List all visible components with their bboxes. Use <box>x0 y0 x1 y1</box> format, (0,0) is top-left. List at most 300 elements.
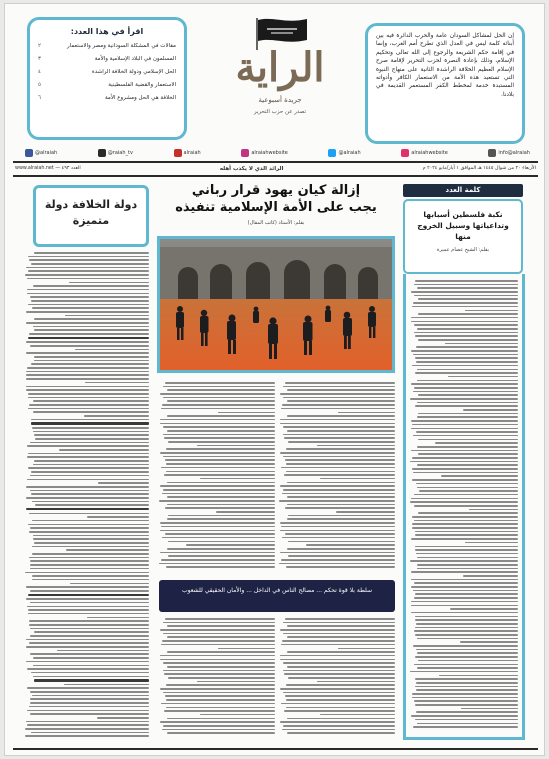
text-line <box>412 479 518 481</box>
social-handle: alraiahwebsite <box>251 150 288 156</box>
text-line <box>30 564 149 566</box>
text-line <box>64 684 149 686</box>
editorial-tab[interactable]: كلمة العدد <box>403 184 523 197</box>
text-line <box>160 452 275 454</box>
text-line <box>448 376 518 378</box>
text-line <box>416 623 518 625</box>
text-line <box>282 729 395 731</box>
text-line <box>26 311 149 313</box>
text-line <box>418 453 518 455</box>
text-line <box>418 413 518 415</box>
text-line <box>159 500 275 502</box>
text-line <box>415 619 518 621</box>
instagram-icon <box>241 149 249 157</box>
text-line <box>27 278 149 280</box>
text-line <box>28 270 149 272</box>
text-line <box>31 263 149 265</box>
text-line <box>317 445 395 447</box>
text-line <box>165 459 275 461</box>
text-line <box>285 618 395 620</box>
text-line <box>165 618 275 620</box>
text-line <box>34 318 149 320</box>
text-line <box>165 382 275 384</box>
text-line <box>414 582 518 584</box>
text-line <box>159 563 275 565</box>
text-line <box>218 648 275 650</box>
toc-item-page: ٤ <box>38 69 41 75</box>
text-line <box>414 597 518 599</box>
text-line <box>283 670 395 672</box>
text-line <box>27 668 149 670</box>
text-line <box>279 500 395 502</box>
text-line <box>336 511 395 513</box>
soldiers-photo <box>160 239 392 370</box>
text-line <box>29 333 149 335</box>
toc-box <box>27 17 187 140</box>
text-line <box>26 267 149 269</box>
text-line <box>283 489 395 491</box>
text-line <box>166 707 275 709</box>
text-line <box>25 274 149 276</box>
issue-number: العدد ٤٩٣ — www.alraiah.net <box>15 166 81 171</box>
text-line <box>288 541 395 543</box>
text-line <box>415 405 518 407</box>
text-line <box>410 461 518 463</box>
social-link[interactable] <box>98 149 133 157</box>
text-line <box>26 497 149 499</box>
text-line <box>287 504 395 506</box>
text-line <box>31 422 149 424</box>
main-headline[interactable] <box>155 182 397 216</box>
text-line <box>286 566 395 568</box>
text-line <box>26 646 149 648</box>
text-line <box>413 645 518 647</box>
text-line <box>286 471 395 473</box>
text-line <box>417 568 518 570</box>
text-line <box>282 404 395 406</box>
text-line <box>338 412 395 414</box>
text-line <box>33 665 149 667</box>
text-line <box>162 729 275 731</box>
text-line <box>28 613 149 615</box>
text-line <box>31 672 149 674</box>
text-line <box>287 430 395 432</box>
text-line <box>34 542 149 544</box>
text-line <box>286 684 395 686</box>
logo-tagline: تصدر عن حزب التحرير <box>253 109 307 115</box>
text-line <box>411 428 518 430</box>
text-line <box>465 310 518 312</box>
text-line <box>167 415 275 417</box>
email-icon <box>488 149 496 157</box>
text-line <box>414 630 518 632</box>
left-column <box>23 182 153 742</box>
text-line <box>411 350 518 352</box>
text-line <box>413 435 518 437</box>
text-line <box>26 586 149 588</box>
text-line <box>87 617 149 619</box>
text-line <box>30 702 149 704</box>
text-line <box>31 300 149 302</box>
article-text-col-a <box>159 382 275 568</box>
toc-item[interactable] <box>38 53 176 66</box>
text-line <box>283 725 395 727</box>
text-line <box>411 601 518 603</box>
text-line <box>163 434 275 436</box>
text-line <box>285 382 395 384</box>
text-line <box>168 541 275 543</box>
text-line <box>418 339 518 341</box>
text-line <box>30 653 149 655</box>
text-line <box>30 602 149 604</box>
text-line <box>416 649 518 651</box>
telegram-icon <box>401 149 409 157</box>
editorial-title: نكبة فلسطين أسبابها وتداعياتها وسبيل الخروج منها <box>417 210 509 241</box>
text-line <box>25 728 149 730</box>
text-line <box>85 382 149 384</box>
text-line <box>445 343 518 345</box>
text-line <box>26 661 149 663</box>
text-line <box>280 530 395 532</box>
text-line <box>160 659 275 661</box>
text-line <box>161 526 275 528</box>
text-line <box>167 651 275 653</box>
social-link[interactable] <box>401 149 448 157</box>
text-line <box>34 329 149 331</box>
text-line <box>167 389 275 391</box>
text-line <box>415 678 518 680</box>
text-line <box>283 397 395 399</box>
text-line <box>411 538 518 540</box>
issue-date: الأربعاء ٢٠ من شوال ١٤٤٥ هـ الموافق ١ أيار/مايو ٢٠٢٤ م <box>422 166 536 171</box>
text-line <box>26 508 149 510</box>
text-line <box>160 552 275 554</box>
text-line <box>415 549 518 551</box>
text-line <box>166 699 275 701</box>
masthead <box>205 16 355 128</box>
text-line <box>33 400 149 402</box>
text-line <box>167 504 275 506</box>
text-line <box>411 612 518 614</box>
text-line <box>28 453 149 455</box>
text-line <box>84 415 149 417</box>
text-line <box>414 494 518 496</box>
text-line <box>283 386 395 388</box>
text-line <box>280 419 395 421</box>
text-line <box>418 394 518 396</box>
text-line <box>32 579 149 581</box>
text-line <box>285 507 395 509</box>
text-line <box>415 372 518 374</box>
text-line <box>288 441 395 443</box>
text-line <box>411 715 518 717</box>
text-line <box>416 711 518 713</box>
text-line <box>286 448 395 450</box>
social-handle: info@alraiah <box>498 150 530 156</box>
text-line <box>167 718 275 720</box>
text-line <box>26 378 149 380</box>
text-line <box>66 549 149 551</box>
text-line <box>280 452 395 454</box>
text-line <box>283 662 395 664</box>
text-line <box>57 650 149 652</box>
text-line <box>281 467 395 469</box>
text-line <box>35 438 149 440</box>
text-line <box>163 426 275 428</box>
text-line <box>163 489 275 491</box>
text-line <box>28 397 149 399</box>
text-line <box>416 682 518 684</box>
text-line <box>411 317 518 319</box>
text-line <box>411 450 518 452</box>
text-line <box>460 641 518 643</box>
text-line <box>417 446 518 448</box>
text-line <box>463 409 518 411</box>
text-line <box>414 700 518 702</box>
caliphate-box[interactable] <box>33 185 149 247</box>
text-line <box>31 363 149 365</box>
text-line <box>413 472 518 474</box>
text-line <box>167 548 275 550</box>
text-line <box>33 285 149 287</box>
text-line <box>415 534 518 536</box>
text-line <box>412 457 518 459</box>
date-strip <box>15 164 536 173</box>
text-line <box>167 482 275 484</box>
text-line <box>411 571 518 573</box>
text-line <box>415 686 518 688</box>
caliphate-title: دولة الخلافة دولة متميزة <box>44 198 138 227</box>
text-line <box>412 523 518 525</box>
text-line <box>412 468 518 470</box>
text-line <box>27 456 149 458</box>
main-article <box>155 182 397 742</box>
text-line <box>29 531 149 533</box>
text-line <box>163 386 275 388</box>
text-line <box>286 707 395 709</box>
text-line <box>34 356 149 358</box>
text-line <box>164 710 275 712</box>
text-line <box>30 490 149 492</box>
text-line <box>35 504 149 506</box>
text-line <box>412 697 518 699</box>
text-line <box>161 703 275 705</box>
text-line <box>285 459 395 461</box>
toc-title: اقرأ في هذا العدد: <box>70 27 144 36</box>
article-photo[interactable] <box>157 236 395 373</box>
byline: بقلم: الأستاذ (كاتب المقال) <box>247 220 305 226</box>
text-line <box>26 721 149 723</box>
text-line <box>165 507 275 509</box>
social-link[interactable] <box>328 149 360 157</box>
social-bar <box>25 147 530 159</box>
toc-item[interactable] <box>38 79 176 92</box>
text-line <box>167 732 275 734</box>
text-line <box>166 566 275 568</box>
text-line <box>414 332 518 334</box>
text-line <box>413 590 518 592</box>
social-link[interactable] <box>488 149 530 157</box>
text-line <box>168 677 275 679</box>
text-line <box>412 527 518 529</box>
quote-banner: سلطة بلا قوة تحكم ... مصالح الناس في الداخل ... والأمان الحقيقي للشعوب <box>159 580 395 612</box>
text-line <box>416 346 518 348</box>
text-line <box>28 337 149 339</box>
text-line <box>165 695 275 697</box>
text-line <box>320 478 395 480</box>
social-link[interactable] <box>241 149 288 157</box>
toc-item-text: الاستعمار والقضية الفلسطينية <box>108 82 176 88</box>
text-line <box>32 307 149 309</box>
text-line <box>414 324 518 326</box>
text-line <box>33 676 149 678</box>
text-line <box>30 691 149 693</box>
text-line <box>280 688 395 690</box>
text-line <box>27 710 149 712</box>
text-line <box>69 282 149 284</box>
twitter-icon <box>328 149 336 157</box>
text-line <box>27 687 149 689</box>
text-line <box>417 287 518 289</box>
text-line <box>410 398 518 400</box>
text-line <box>410 560 518 562</box>
editorial-title-box[interactable] <box>403 199 523 274</box>
text-line <box>417 402 518 404</box>
social-handle: @raiah_tv <box>107 150 133 156</box>
text-line <box>280 393 395 395</box>
text-line <box>34 631 149 633</box>
text-line <box>27 445 149 447</box>
social-handle: alraiahwebsite <box>411 150 448 156</box>
text-line <box>284 673 395 675</box>
text-line <box>28 609 149 611</box>
text-line <box>30 475 149 477</box>
text-line <box>417 557 518 559</box>
text-line <box>160 522 275 524</box>
text-line <box>28 304 149 306</box>
text-line <box>160 688 275 690</box>
text-line <box>160 655 275 657</box>
text-line <box>162 404 275 406</box>
editorial-column <box>401 182 527 742</box>
text-line <box>32 546 149 548</box>
motto: الرائد الذي لا يكذب أهله <box>219 165 284 172</box>
text-line <box>32 553 149 555</box>
toc-item-text: مقالات في المشكلة السودانية ومصر والاستعمار <box>67 43 176 49</box>
social-link[interactable] <box>174 149 201 157</box>
article-text-col-c <box>159 618 275 734</box>
text-line <box>284 474 395 476</box>
text-line <box>30 442 149 444</box>
text-line <box>417 416 518 418</box>
text-line <box>168 555 275 557</box>
text-line <box>160 393 275 395</box>
text-line <box>26 486 149 488</box>
text-line <box>33 657 149 659</box>
text-line <box>287 496 395 498</box>
toc-item[interactable] <box>38 40 176 53</box>
text-line <box>28 594 149 596</box>
text-line <box>417 638 518 640</box>
text-line <box>280 423 395 425</box>
text-line <box>281 408 395 410</box>
article-text-col-b <box>279 382 395 568</box>
text-line <box>26 371 149 373</box>
toc-item[interactable] <box>38 66 176 79</box>
text-line <box>414 664 518 666</box>
text-line <box>417 652 518 654</box>
text-line <box>411 586 518 588</box>
text-line <box>412 306 518 308</box>
text-line <box>441 475 518 477</box>
text-line <box>413 354 518 356</box>
text-line <box>160 419 275 421</box>
text-line <box>285 695 395 697</box>
text-line <box>27 724 149 726</box>
text-line <box>31 493 149 495</box>
text-line <box>465 542 518 544</box>
text-line <box>162 640 275 642</box>
toc-item[interactable] <box>38 92 176 105</box>
text-line <box>411 291 518 293</box>
text-line <box>33 535 149 537</box>
text-line <box>26 341 149 343</box>
editorial-author: بقلم: الشيخ عصام عميرة <box>436 247 490 253</box>
text-line <box>279 563 395 565</box>
text-line <box>32 695 149 697</box>
text-line <box>168 515 275 517</box>
text-line <box>29 620 149 622</box>
text-line <box>281 703 395 705</box>
text-line <box>288 555 395 557</box>
text-line <box>167 666 275 668</box>
text-line <box>413 391 518 393</box>
text-line <box>28 467 149 469</box>
text-line <box>417 564 518 566</box>
text-line <box>415 704 518 706</box>
text-line <box>160 423 275 425</box>
toc-item-text: الحل الإسلامي ودولة الخلافة الراشدة <box>91 69 176 75</box>
text-line <box>27 289 149 291</box>
text-line <box>287 651 395 653</box>
text-line <box>30 635 149 637</box>
text-line <box>33 326 149 328</box>
text-line <box>284 710 395 712</box>
social-link[interactable] <box>25 149 57 157</box>
text-line <box>284 437 395 439</box>
text-line <box>418 660 518 662</box>
text-line <box>281 644 395 646</box>
text-line <box>216 511 275 513</box>
text-line <box>415 280 518 282</box>
text-line <box>415 593 518 595</box>
text-line <box>34 679 149 681</box>
text-line <box>29 557 149 559</box>
toc-list <box>38 40 176 105</box>
text-line <box>414 284 518 286</box>
text-line <box>280 485 395 487</box>
text-line <box>418 512 518 514</box>
text-line <box>28 408 149 410</box>
text-line <box>165 533 275 535</box>
text-line <box>414 387 518 389</box>
article-text-col-d <box>279 618 395 734</box>
text-line <box>413 302 518 304</box>
text-line <box>33 411 149 413</box>
text-line <box>31 419 149 421</box>
text-line <box>160 721 275 723</box>
text-line <box>281 559 395 561</box>
